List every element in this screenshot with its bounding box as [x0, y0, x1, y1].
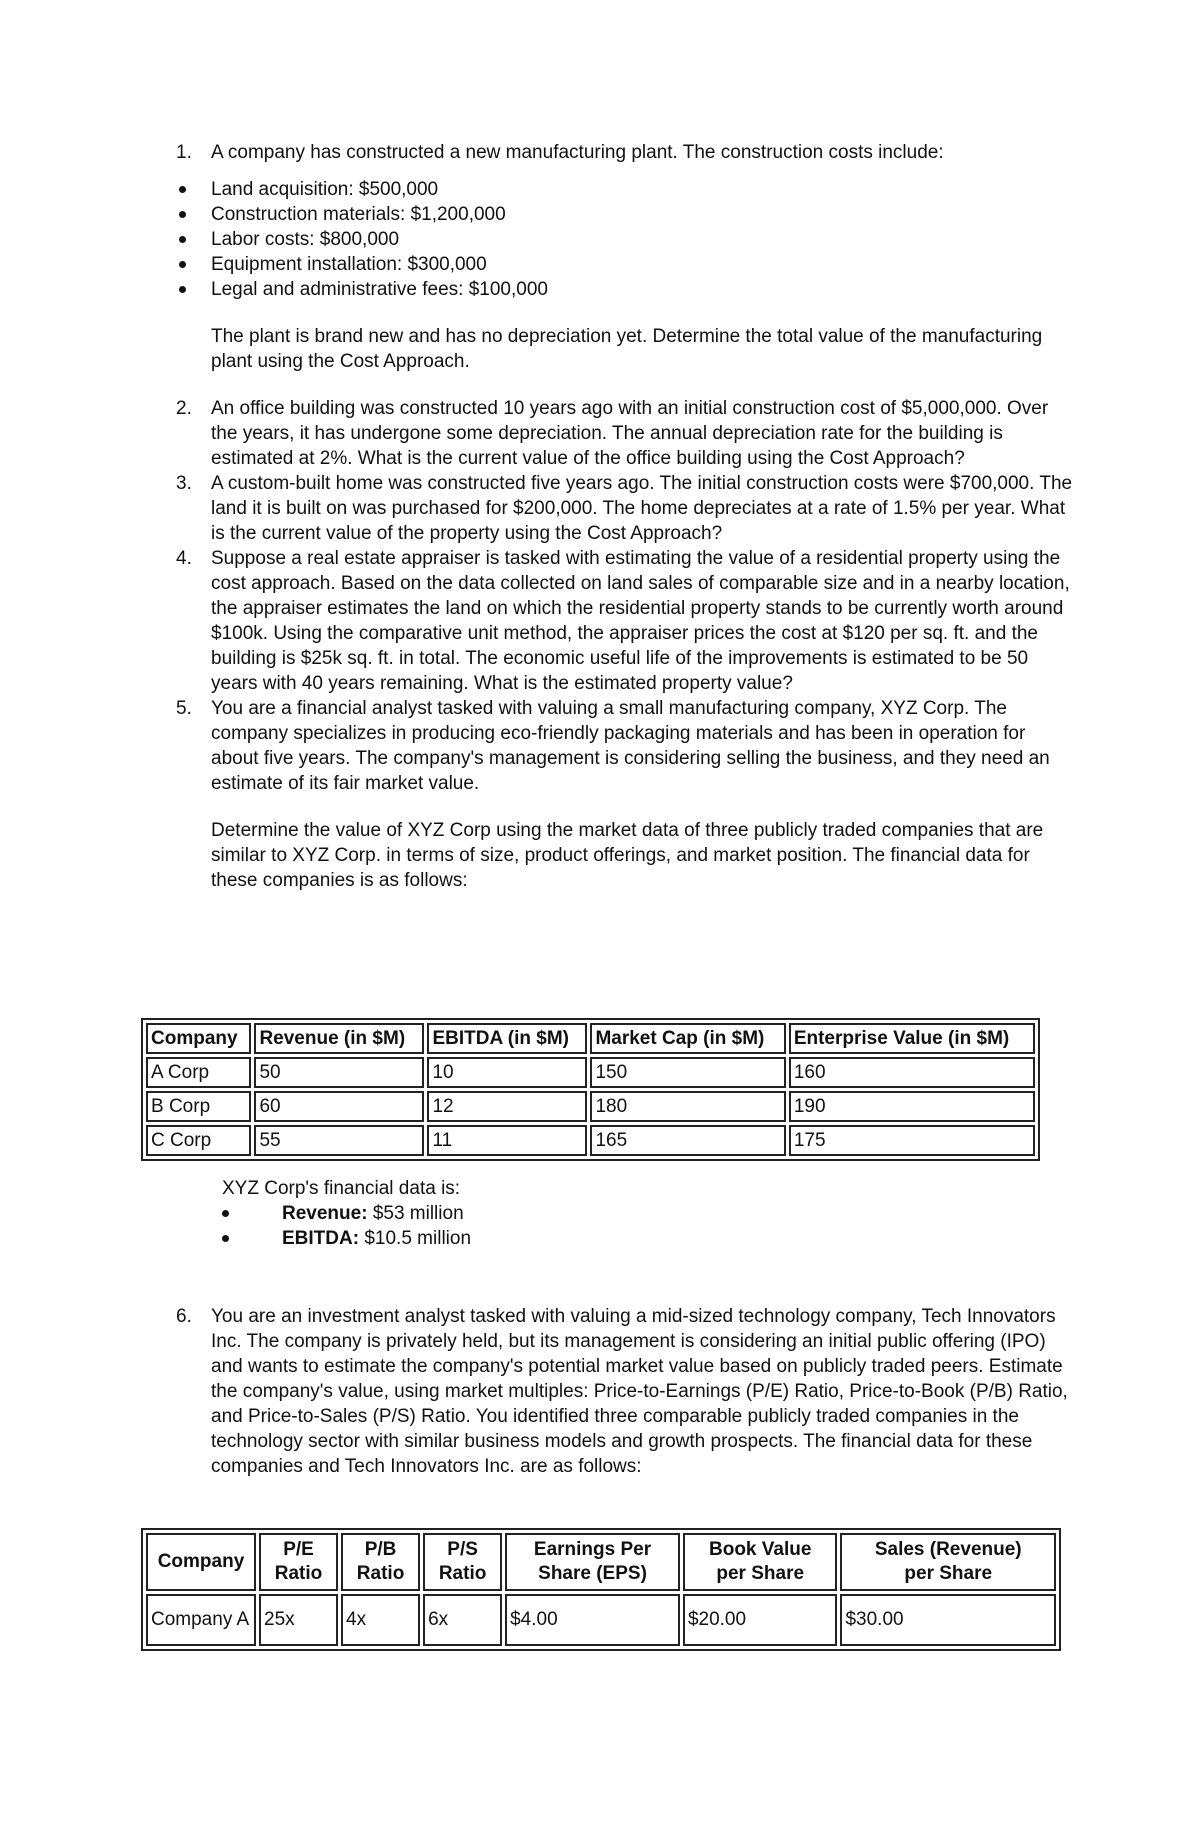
question-text: A company has constructed a new manufacturing plant. The construction costs include:	[211, 142, 944, 163]
question-text: You are an investment analyst tasked with valuing a mid-sized technology company, Tech Innovators Inc. The company is privately held, but its management is considering an initial public offering (IPO) and wants to estimate the company's potential market value based on publicly traded peers. Estimate the company's value, using market multiples: Price-to-Earnings (P/E) Ratio, Price-to-Book (P/B) Ratio, and Price-to-Sales (P/S) Ratio. You identified three comparable publicly traded companies in the technology sector with similar business models and growth prospects. The financial data for these companies and Tech Innovators Inc. are as follows:	[211, 1306, 1068, 1477]
question-number: 1.	[176, 142, 192, 163]
header-line: Book Value	[709, 1539, 812, 1560]
column-header	[259, 1533, 338, 1591]
list-item	[222, 1201, 922, 1226]
tech-comparables-table	[141, 1528, 1061, 1651]
list-item: Equipment installation: $300,000	[176, 252, 1076, 277]
header-line: Ratio	[356, 1563, 405, 1584]
table-cell: 12	[427, 1091, 587, 1122]
table-row	[146, 1594, 1056, 1646]
question-number: 2.	[176, 398, 192, 419]
list-item: Land acquisition: $500,000	[176, 177, 1076, 202]
xyz-financial-data	[222, 1176, 922, 1251]
table-cell: 165	[590, 1125, 785, 1156]
question-number: 4.	[176, 548, 192, 569]
question-text: Suppose a real estate appraiser is tasked with estimating the value of a residential property using the cost approach. Based on the data collected on land sales of comparable size and in a nearby location, the appraiser estimates the land on which the residential property stands to be currently worth around $100k. Using the comparative unit method, the appraiser prices the cost at $120 per sq. ft. and the building is $25k sq. ft. in total. The economic useful life of the improvements is estimated to be 50 years with 40 years remaining. What is the estimated property value?	[211, 548, 1070, 694]
column-header: EBITDA (in $M)	[427, 1023, 587, 1054]
table-header-row	[146, 1533, 1056, 1591]
table-cell: 10	[427, 1057, 587, 1088]
header-line: P/E	[283, 1539, 314, 1560]
header-line: P/B	[364, 1539, 397, 1560]
list-item: Legal and administrative fees: $100,000	[176, 277, 1076, 302]
header-line: Earnings Per	[533, 1539, 652, 1560]
question-text: An office building was constructed 10 years ago with an initial construction cost of $5,000,000. Over the years, it has undergone some depreciation. The annual depreciation rate for the building is estimated at 2%. What is the current value of the office building using the Cost Approach?	[211, 398, 1049, 469]
header-line: Ratio	[274, 1563, 323, 1584]
column-header	[341, 1533, 420, 1591]
table-cell: $4.00	[505, 1594, 680, 1646]
question-5	[176, 696, 1076, 893]
table-cell: 50	[254, 1057, 424, 1088]
table-row	[146, 1125, 1035, 1156]
table-cell: 55	[254, 1125, 424, 1156]
table-cell: 150	[590, 1057, 785, 1088]
table-cell: 6x	[423, 1594, 502, 1646]
header-line: per Share	[904, 1563, 993, 1584]
comparable-companies-table	[141, 1018, 1040, 1161]
xyz-intro: XYZ Corp's financial data is:	[222, 1178, 461, 1199]
question-number: 3.	[176, 473, 192, 494]
column-header	[505, 1533, 680, 1591]
table-cell: Company A	[146, 1594, 256, 1646]
questions-1-5	[176, 140, 1076, 893]
item-value: $53 million	[372, 1203, 464, 1224]
list-item: Construction materials: $1,200,000	[176, 202, 1076, 227]
table-cell: B Corp	[146, 1091, 251, 1122]
column-header	[423, 1533, 502, 1591]
table-cell: C Corp	[146, 1125, 251, 1156]
cost-list	[211, 177, 1076, 302]
header-line: Share (EPS)	[538, 1563, 647, 1584]
question-4	[176, 546, 1076, 696]
column-header	[683, 1533, 838, 1591]
question-text-continued: Determine the value of XYZ Corp using the market data of three publicly traded companies that are similar to XYZ Corp. in terms of size, product offerings, and market position. The financial data for these companies is as follows:	[211, 820, 1044, 891]
item-label: Revenue:	[282, 1203, 368, 1224]
question-number: 6.	[176, 1306, 192, 1327]
question-followup: The plant is brand new and has no depreciation yet. Determine the total value of the manufacturing plant using the Cost Approach.	[211, 326, 1043, 372]
header-line: Ratio	[438, 1563, 487, 1584]
column-header	[146, 1533, 256, 1591]
column-header: Enterprise Value (in $M)	[789, 1023, 1035, 1054]
table-cell: 11	[427, 1125, 587, 1156]
table-cell: $20.00	[683, 1594, 838, 1646]
list-item	[222, 1226, 922, 1251]
table-cell: 190	[789, 1091, 1035, 1122]
question-2	[176, 396, 1076, 471]
table-cell: $30.00	[840, 1594, 1056, 1646]
column-header	[840, 1533, 1056, 1591]
table-row	[146, 1057, 1035, 1088]
question-1	[176, 140, 1076, 374]
header-line: per Share	[716, 1563, 805, 1584]
item-label: EBITDA:	[282, 1228, 360, 1249]
table-cell: 160	[789, 1057, 1035, 1088]
column-header: Revenue (in $M)	[254, 1023, 424, 1054]
table-cell: 180	[590, 1091, 785, 1122]
table-cell: A Corp	[146, 1057, 251, 1088]
question-3	[176, 471, 1076, 546]
header-line: Sales (Revenue)	[874, 1539, 1022, 1560]
question-text: A custom-built home was constructed five years ago. The initial construction costs were $700,000. The land it is built on was purchased for $200,000. The home depreciates at a rate of 1.5% per year. What is the current value of the property using the Cost Approach?	[211, 473, 1073, 544]
question-text: You are a financial analyst tasked with valuing a small manufacturing company, XYZ Corp. The company specializes in producing eco-friendly packaging materials and has been in operation for about five years. The company's management is considering selling the business, and they need an estimate of its fair market value.	[211, 698, 1050, 794]
header-line: P/S	[447, 1539, 478, 1560]
table-cell: 25x	[259, 1594, 338, 1646]
column-header: Market Cap (in $M)	[590, 1023, 785, 1054]
xyz-list	[222, 1201, 922, 1251]
item-value: $10.5 million	[364, 1228, 472, 1249]
question-number: 5.	[176, 698, 192, 719]
table-cell: 4x	[341, 1594, 420, 1646]
table-header-row	[146, 1023, 1035, 1054]
table-cell: 60	[254, 1091, 424, 1122]
column-header: Company	[146, 1023, 251, 1054]
list-item: Labor costs: $800,000	[176, 227, 1076, 252]
question-6-body	[176, 1304, 1076, 1479]
table-cell: 175	[789, 1125, 1035, 1156]
question-6	[176, 1304, 1076, 1479]
table-row	[146, 1091, 1035, 1122]
header-line: Company	[157, 1551, 245, 1572]
